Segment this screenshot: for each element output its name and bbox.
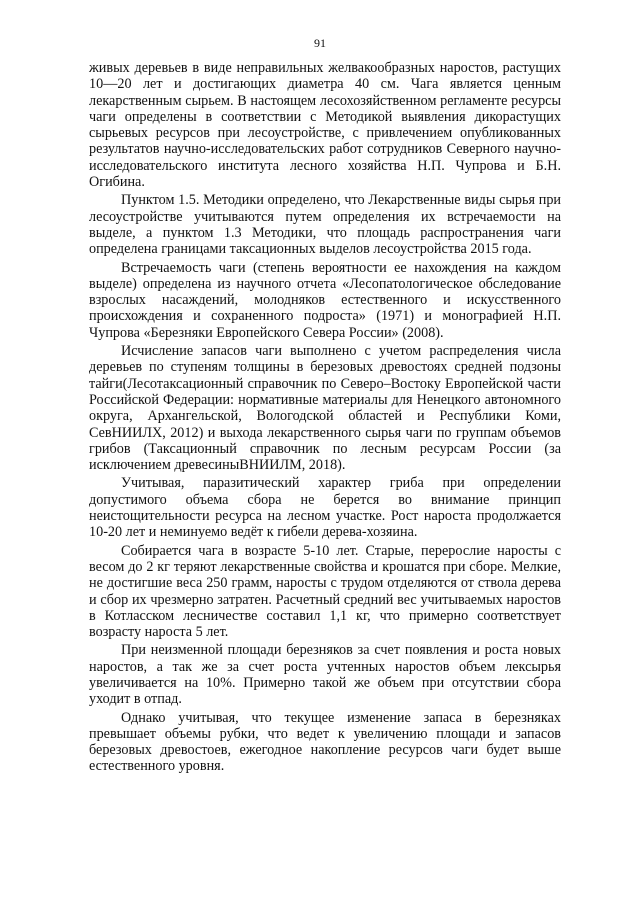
- page-number: 91: [314, 36, 326, 50]
- paragraph: Исчисление запасов чаги выполнено с учетом распределения числа деревьев по ступеням толщины в березовых древостоях средней подзоны тайги(Лесотаксационный справочник по Северо–Востоку Европейской части Российской Федерации: нормативные материалы для Ненецкого автономного округа, Архангельской, Вологодской областей и Республики Коми, СевНИИЛХ, 2012) и выхода лекарственного сырья чаги по группам объемов грибов (Таксационный справочник по лесным ресурсам России (за исключением древесиныВНИИЛМ, 2018).: [89, 343, 561, 474]
- paragraph: Собирается чага в возрасте 5-10 лет. Старые, перерослие наросты с весом до 2 кг теряют лекарственные свойства и крошатся при сборе. Мелкие, не достигшие веса 250 грамм, наросты с трудом отделяются от ствола дерева и сбор их чрезмерно затратен. Расчетный средний вес учитываемых наростов в Котласском лесничестве составил 1,1 кг, что примерно соответствует возрасту нароста 5 лет.: [89, 542, 561, 641]
- document-body: [89, 60, 561, 777]
- paragraph: Пунктом 1.5. Методики определено, что Лекарственные виды сырья при лесоустройстве учитываются путем определения их встречаемости на выделе, а пунктом 1.3 Методики, что площадь распространения чаги определена границами таксационных выделов лесоустройства 2015 года.: [89, 192, 561, 258]
- paragraph: живых деревьев в виде неправильных желвакообразных наростов, растущих 10—20 лет и достигающих диаметра 40 см. Чага является ценным лекарственным сырьем. В настоящем лесохозяйственном регламенте ресурсы чаги определены в соответствии с Методикой выявления дикорастущих сырьевых ресурсов при лесоустройстве, с привлечением опубликованных результатов научно-исследовательских работ сотрудников Северного научно-исследовательского института лесного хозяйства Н.П. Чупрова и Б.Н. Огибина.: [89, 60, 561, 191]
- paragraph: Учитывая, паразитический характер гриба при определении допустимого объема сбора не берется во внимание принцип неистощительности ресурса на лесном участке. Рост нароста продолжается 10-20 лет и неминуемо ведёт к гибели дерева-хозяина.: [89, 475, 561, 541]
- paragraph: Встречаемость чаги (степень вероятности ее нахождения на каждом выделе) определена из научного отчета «Лесопатологическое обследование взрослых насаждений, молодняков естественного и искусственного происхождения и сохраненного подроста» (1971) и монографией Н.П. Чупрова «Березняки Европейского Севера России» (2008).: [89, 259, 561, 341]
- paragraph: При неизменной площади березняков за счет появления и роста новых наростов, а так же за счет роста учтенных наростов объем лексырья увеличивается на 10%. Примерно такой же объем при отсутствии сбора уходит в отпад.: [89, 642, 561, 708]
- paragraph: Однако учитывая, что текущее изменение запаса в березняках превышает объемы рубки, что ведет к увеличению площади и запасов березовых древостоев, ежегодное накопление ресурсов чаги будет выше естественного уровня.: [89, 709, 561, 775]
